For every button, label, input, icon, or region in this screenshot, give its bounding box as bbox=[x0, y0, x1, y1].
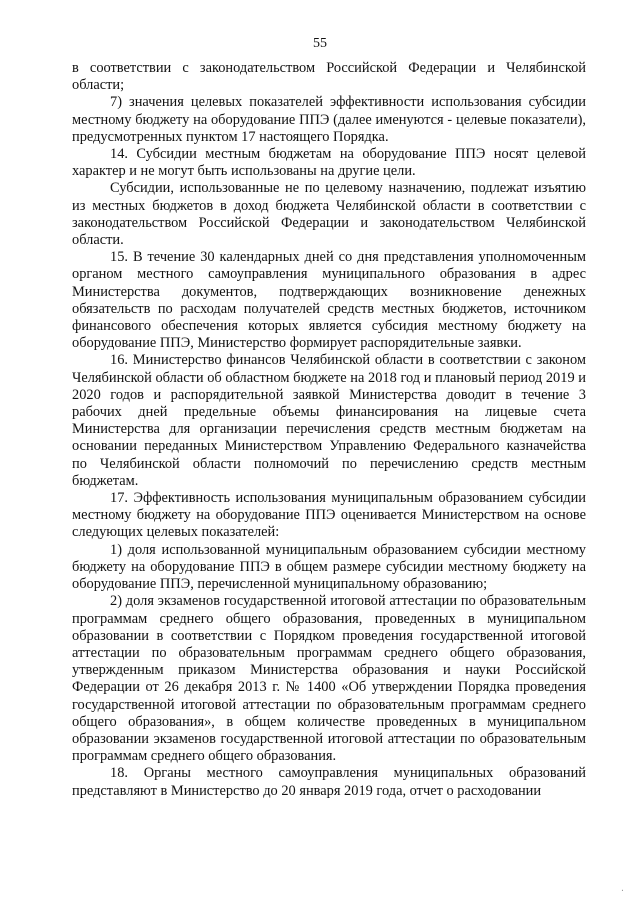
paragraph-clause-14: 14. Субсидии местным бюджетам на оборудование ППЭ носят целевой характер и не могут быть использованы на другие цели. bbox=[72, 146, 586, 180]
paragraph-clause-18: 18. Органы местного самоуправления муниципальных образований представляют в Министерство до 20 января 2019 года, отчет о расходовании bbox=[72, 765, 586, 799]
paragraph-clause-14-continued: Субсидии, использованные не по целевому назначению, подлежат изъятию из местных бюджетов в доход бюджета Челябинской области в соответствии с законодательством Российской Федерации и законодательством Челябинской области. bbox=[72, 180, 586, 249]
page-number: 55 bbox=[313, 36, 327, 51]
paragraph-clause-17: 17. Эффективность использования муниципальным образованием субсидии местному бюджету на оборудование ППЭ оценивается Министерством на основе следующих целевых показателей: bbox=[72, 490, 586, 541]
document-body bbox=[72, 60, 586, 800]
paragraph-clause-15: 15. В течение 30 календарных дней со дня представления уполномоченным органом местного самоуправления муниципального образования в адрес Министерства документов, подтверждающих возникновение денежных обязательств по расходам получателей средств местных бюджетов, источником финансового обеспечения которых является субсидия местному бюджету на оборудование ППЭ, Министерство формирует распорядительные заявки. bbox=[72, 249, 586, 352]
corner-mark: · bbox=[620, 886, 624, 897]
paragraph-clause-16: 16. Министерство финансов Челябинской области в соответствии с законом Челябинской области об областном бюджете на 2018 год и плановый период 2019 и 2020 годов и распорядительной заявкой Министерства доводит в течение 3 рабочих дней предельные объемы финансирования на лицевые счета Министерства для организации перечисления средств местным бюджетам на основании переданных Министерством Управлению Федерального казначейства по Челябинской области полномочий по перечислению средств местным бюджетам. bbox=[72, 352, 586, 489]
paragraph-indicator-2: 2) доля экзаменов государственной итоговой аттестации по образовательным программам среднего общего образования, проведенных в муниципальном образовании в соответствии с Порядком проведения государственной итоговой аттестации по образовательным программам среднего общего образования, утвержденным приказом Министерства образования и науки Российской Федерации от 26 декабря 2013 г. № 1400 «Об утверждении Порядка проведения государственной итоговой аттестации по образовательным программам среднего общего образования», в общем количестве проведенных в муниципальном образовании экзаменов государственной итоговой аттестации по образовательным программам среднего общего образования. bbox=[72, 593, 586, 765]
paragraph-item-7: 7) значения целевых показателей эффективности использования субсидии местному бюджету на оборудование ППЭ (далее именуются - целевые показатели), предусмотренных пунктом 17 настоящего Порядка. bbox=[72, 94, 586, 145]
paragraph-continuation: в соответствии с законодательством Российской Федерации и Челябинской области; bbox=[72, 60, 586, 94]
paragraph-indicator-1: 1) доля использованной муниципальным образованием субсидии местному бюджету на оборудование ППЭ в общем размере субсидии местному бюджету на оборудование ППЭ, перечисленной муниципальному образованию; bbox=[72, 541, 586, 593]
